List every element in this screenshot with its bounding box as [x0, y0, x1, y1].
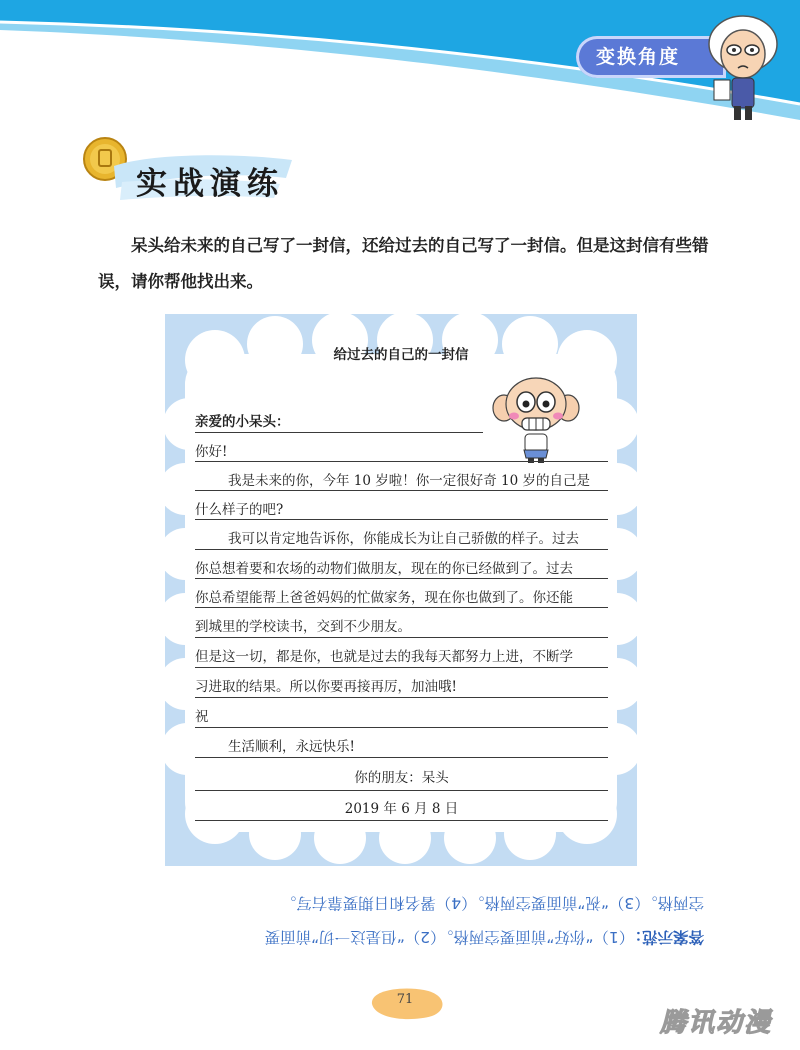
letter-line: 我可以肯定地告诉你，你能成长为让自己骄傲的样子。过去: [228, 531, 579, 547]
answer-line-2: 空两格。（3）“祝”前面要空两格。（4）署名和日期要靠右写。: [280, 894, 704, 912]
letter-line: 但是这一切，都是你，也就是过去的我每天都努力上进，不断学: [195, 649, 573, 665]
answer-upside-down: [98, 886, 704, 954]
letter-line: 我是未来的你，今年 10 岁啦！你一定很好奇 10 岁的自己是: [228, 473, 591, 489]
answer-line-1: [98, 920, 704, 954]
letter-rule-line: [195, 578, 608, 579]
instruction-text: 呆头给未来的自己写了一封信，还给过去的自己写了一封信。但是这封信有些错误，请你帮他找出来。: [98, 236, 709, 291]
letter-rule-line: [195, 790, 608, 791]
page-number: 71: [396, 992, 414, 1007]
letter-greeting: 你好!: [195, 444, 228, 460]
letter-line: 什么样子的吧?: [195, 502, 284, 518]
heading-title: 实战演练: [136, 166, 284, 202]
letter-rule-line: [195, 432, 483, 433]
letter-signature: 你的朋友：呆头: [354, 770, 449, 786]
answer-label: 答案示范：: [626, 928, 704, 946]
boy-mascot-icon: [492, 374, 580, 464]
letter-rule-line: [195, 549, 608, 550]
professor-mascot-icon: [688, 6, 798, 122]
letter-rule-line: [195, 461, 608, 462]
letter-rule-line: [195, 519, 608, 520]
letter-line: 你总想着要和农场的动物们做朋友，现在的你已经做到了。过去: [195, 561, 573, 577]
letter-rule-line: [195, 607, 608, 608]
letter-closing: 祝: [195, 709, 209, 725]
answer-line-1-text: （1）“你好”前面要空两格。（2）“但是这一切”前面要: [264, 928, 627, 946]
section-tab-label: 变换角度: [596, 46, 681, 68]
letter-rule-line: [195, 820, 608, 821]
letter-line: 习进取的结果。所以你要再接再厉，加油哦!: [195, 679, 457, 695]
letter-title: 给过去的自己的一封信: [333, 347, 469, 363]
letter-line: 你总希望能帮上爸爸妈妈的忙做家务，现在你也做到了。你还能: [195, 590, 573, 606]
letter-date: 2019 年 6 月 8 日: [344, 801, 459, 817]
letter-line: 到城里的学校读书，交到不少朋友。: [195, 619, 411, 635]
letter-rule-line: [195, 490, 608, 491]
letter-rule-line: [195, 667, 608, 668]
letter-salutation: 亲爱的小呆头：: [195, 414, 290, 430]
letter-closing-wish: 生活顺利，永远快乐!: [228, 739, 355, 755]
tencent-comic-watermark: [656, 1003, 790, 1039]
letter-rule-line: [195, 637, 608, 638]
letter-rule-line: [195, 757, 608, 758]
letter-rule-line: [195, 697, 608, 698]
letter-rule-line: [195, 727, 608, 728]
svg-text:腾讯动漫: 腾讯动漫: [660, 1008, 773, 1038]
